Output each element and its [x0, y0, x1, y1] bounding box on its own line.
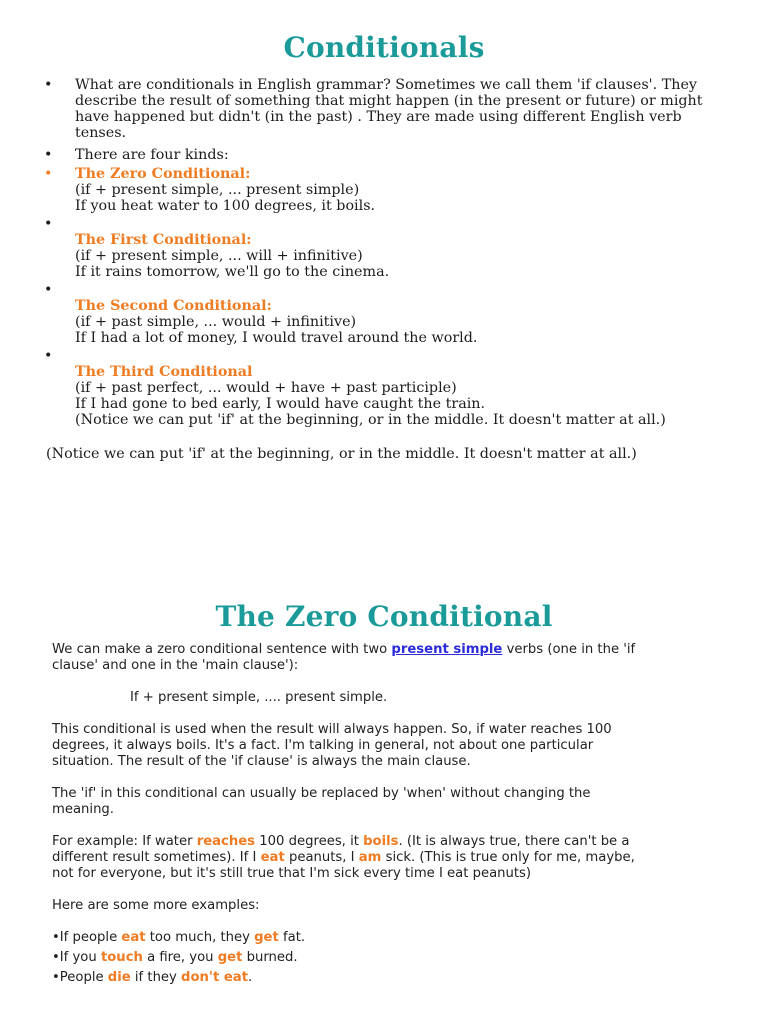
bullet-icon: •	[44, 282, 53, 298]
heading-first: The First Conditional:	[75, 232, 252, 248]
list-item-zero	[44, 166, 734, 182]
example-first: If it rains tomorrow, we'll go to the cinema.	[75, 264, 390, 280]
text: a fire, you	[142, 950, 218, 965]
heading-second: The Second Conditional:	[75, 298, 272, 314]
paragraph	[52, 642, 652, 674]
heading-zero: The Zero Conditional:	[75, 166, 251, 182]
formula-third: (if + past perfect, ... would + have + past participle)	[75, 380, 457, 396]
text: For example: If water	[52, 834, 197, 849]
highlight-verb: reaches	[196, 834, 256, 849]
bullet-icon: •	[44, 77, 53, 93]
bullet-icon: •	[44, 348, 53, 364]
highlight-verb: die	[107, 970, 131, 985]
example-zero: If you heat water to 100 degrees, it boils.	[75, 198, 376, 214]
text: 100 degrees, it	[255, 834, 364, 849]
paragraph: Here are some more examples:	[52, 898, 260, 913]
note-third: (Notice we can put 'if' at the beginning, or in the middle. It doesn't matter at all.)	[75, 412, 666, 428]
present-simple-link[interactable]: present simple	[391, 642, 503, 657]
text: too much, they	[145, 930, 255, 945]
highlight-verb: boils	[363, 834, 399, 849]
text: •People	[52, 970, 108, 985]
text: •If you	[52, 950, 101, 965]
formula-second: (if + past simple, ... would + infinitive)	[75, 314, 357, 330]
text: fat.	[278, 930, 306, 945]
text: . (It is always true, there can't be a different result sometimes). If I	[52, 834, 630, 865]
text: peanuts, I	[284, 850, 359, 865]
paragraph: This conditional is used when the result will always happen. So, if water reaches 100 degrees, it always boils. It's a fact. I'm talking in general, not about one particular situation. The result of the 'if clause' is always the main clause.	[52, 722, 612, 769]
highlight-verb: touch	[100, 950, 143, 965]
after-note: (Notice we can put 'if' at the beginning, or in the middle. It doesn't matter at all.)	[46, 446, 637, 462]
text: if they	[130, 970, 182, 985]
example-third: If I had gone to bed early, I would have caught the train.	[75, 396, 486, 412]
text: We can make a zero conditional sentence with two	[52, 642, 392, 657]
formula: If + present simple, .... present simple.	[130, 690, 388, 705]
bullet-icon: •	[44, 216, 53, 232]
slide-zero-conditional	[0, 560, 768, 1024]
intro-text: What are conditionals in English grammar? Sometimes we call them 'if clauses'. They describe the result of something that might happen (in the present or future) or might have happened but didn't (in the past) . They are made using different English verb tenses.	[75, 77, 703, 141]
kinds-intro: There are four kinds:	[75, 147, 229, 163]
text: verbs (one in the 'if clause' and one in the 'main clause'):	[52, 642, 636, 673]
example-item	[52, 930, 652, 946]
example-item	[52, 970, 652, 986]
heading-third: The Third Conditional	[75, 364, 253, 380]
highlight-verb: eat	[260, 850, 285, 865]
list-item	[44, 77, 734, 141]
slide-body	[52, 642, 652, 990]
paragraph: The 'if' in this conditional can usually be replaced by 'when' without changing the meaning.	[52, 786, 591, 817]
example-paragraph	[52, 834, 652, 882]
text: .	[248, 970, 253, 985]
example-second: If I had a lot of money, I would travel around the world.	[75, 330, 478, 346]
slide-title: Conditionals	[283, 31, 485, 64]
bullet-icon: •	[44, 147, 53, 163]
text: •If people	[52, 930, 122, 945]
text: sick. (This is true only for me, maybe, not for everyone, but it's still true that I'm sick every time I eat peanuts)	[52, 850, 635, 881]
example-item	[52, 950, 652, 966]
intro-paragraph	[44, 77, 734, 141]
highlight-verb: eat	[121, 930, 146, 945]
highlight-verb: get	[254, 930, 279, 945]
highlight-verb: am	[358, 850, 382, 865]
conditionals-list	[44, 147, 734, 428]
list-item	[44, 216, 734, 232]
highlight-verb: don't eat	[181, 970, 249, 985]
list-item	[44, 282, 734, 298]
slide-title: The Zero Conditional	[215, 600, 553, 633]
list-item	[44, 348, 734, 364]
highlight-verb: get	[217, 950, 243, 965]
bullet-icon: •	[44, 166, 53, 182]
list-item	[44, 147, 734, 163]
text: burned.	[242, 950, 298, 965]
formula-first: (if + present simple, ... will + infinitive)	[75, 248, 363, 264]
formula-zero: (if + present simple, ... present simple)	[75, 182, 360, 198]
